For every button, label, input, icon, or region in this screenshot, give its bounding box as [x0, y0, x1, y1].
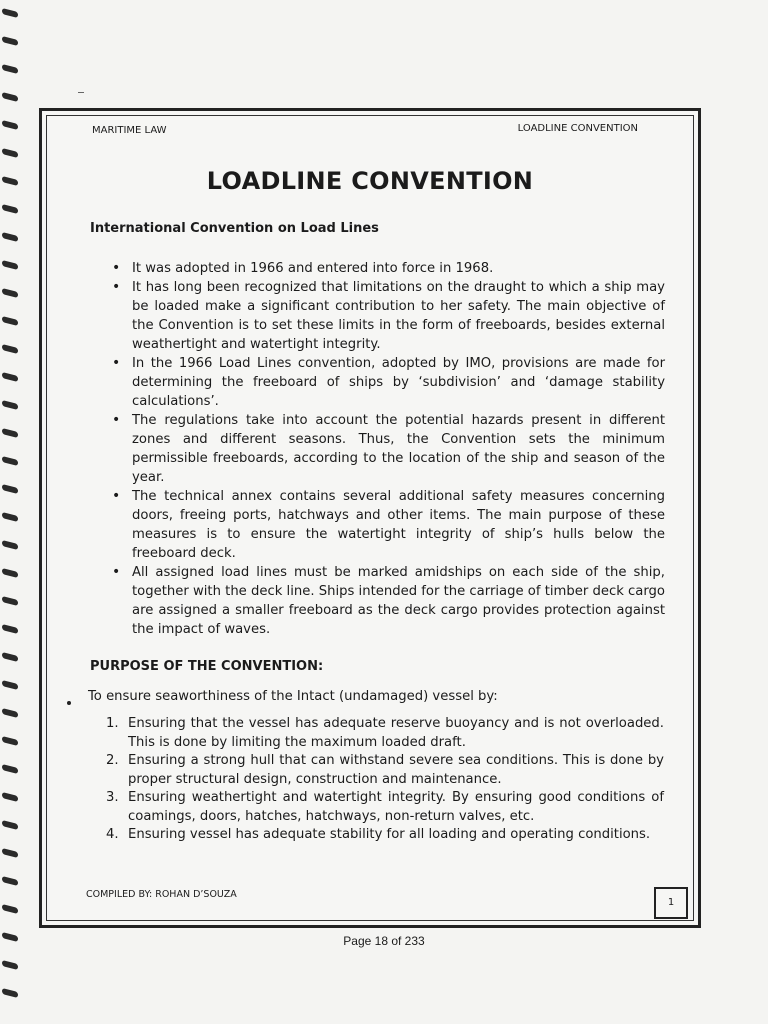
bullet-item: • All assigned load lines must be marked amidships on each side of the ship, together with the deck line. Ships intended for the carriage of timber deck cargo are assigned a smaller freeboard as the deck cargo provides protection against the impact of waves. [110, 563, 665, 639]
item-number: 3. [106, 790, 119, 805]
numbered-item [106, 826, 664, 845]
bullet-item: • The technical annex contains several additional safety measures concerning doors, freeing ports, hatchways and other items. The main purpose of these measures is to ensure the watertight integrity of ship’s hulls below the freeboard deck. [110, 487, 665, 563]
footer-compiled-by: COMPILED BY: ROHAN D’SOUZA [86, 889, 237, 900]
numbered-item [106, 752, 664, 789]
header-left: MARITIME LAW [92, 125, 167, 136]
purpose-heading: PURPOSE OF THE CONVENTION: [90, 659, 324, 674]
bullet-dot [67, 701, 71, 705]
scan-mark [78, 92, 84, 93]
item-number: 4. [106, 827, 119, 842]
item-number: 2. [106, 753, 119, 768]
item-number: 1. [106, 716, 119, 731]
spiral-binding [0, 0, 26, 1024]
page-frame [39, 108, 701, 928]
bullet-item: • It has long been recognized that limitations on the draught to which a ship may be loaded make a significant contribution to her safety. The main objective of the Convention is to set these limits in the form of freeboards, besides external weathertight and watertight integrity. [110, 278, 665, 354]
bullet-item: • The regulations take into account the potential hazards present in different zones and different seasons. Thus, the Convention sets the minimum permissible freeboards, according to the location of the ship and season of the year. [110, 411, 665, 487]
header-right: LOADLINE CONVENTION [517, 123, 638, 134]
item-text: Ensuring vessel has adequate stability for all loading and operating conditions. [128, 827, 651, 842]
page-number-box: 1 [654, 887, 688, 919]
numbered-item [106, 789, 664, 826]
subheading: International Convention on Load Lines [90, 221, 379, 236]
item-text: Ensuring weathertight and watertight integrity. By ensuring good conditions of coamings, doors, hatches, hatchways, non-return valves, etc. [128, 790, 664, 824]
bullet-item: • It was adopted in 1966 and entered into force in 1968. [110, 259, 665, 278]
bullet-list [110, 259, 665, 639]
item-text: Ensuring that the vessel has adequate reserve buoyancy and is not overloaded. This is done by limiting the maximum loaded draft. [128, 716, 664, 750]
numbered-item [106, 715, 664, 752]
bullet-item: • In the 1966 Load Lines convention, adopted by IMO, provisions are made for determining the freeboard of ships by ‘subdivision’ and ‘damage stability calculations’. [110, 354, 665, 411]
numbered-list [106, 715, 664, 845]
page-title: LOADLINE CONVENTION [206, 167, 534, 195]
purpose-intro: To ensure seaworthiness of the Intact (undamaged) vessel by: [88, 689, 498, 704]
item-text: Ensuring a strong hull that can withstand severe sea conditions. This is done by proper structural design, construction and maintenance. [128, 753, 664, 787]
page-count: Page 18 of 233 [343, 934, 425, 948]
